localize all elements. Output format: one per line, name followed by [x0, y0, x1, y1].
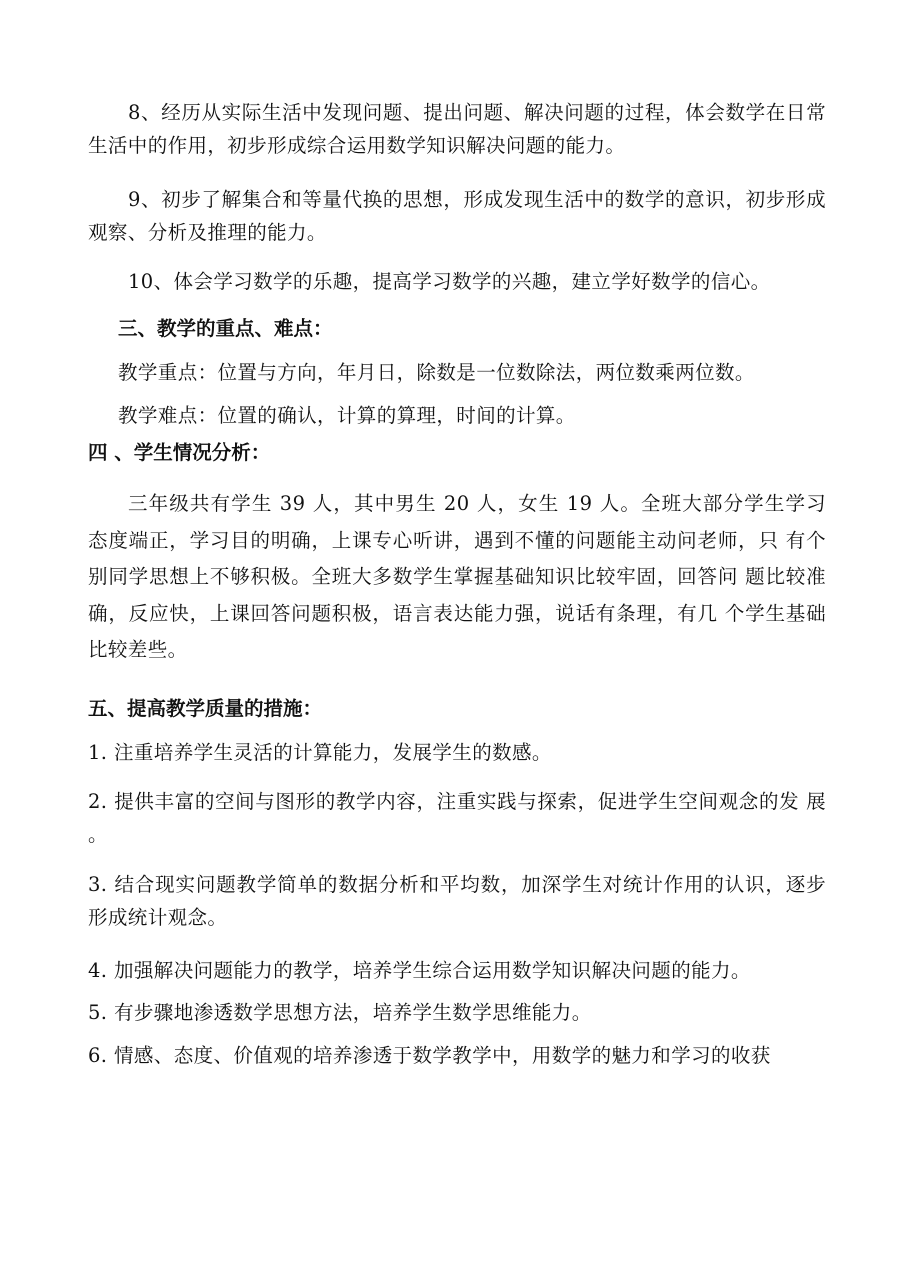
measure-5: 5. 有步骤地渗透数学思想方法，培养学生数学思维能力。 [88, 1001, 592, 1024]
objective-9: 9、初步了解集合和等量代换的思想，形成发现生活中的数学的意识，初步形成观察、分析及推理的能力。 [88, 188, 826, 244]
key-points: 教学重点：位置与方向，年月日，除数是一位数除法，两位数乘两位数。 [118, 361, 755, 384]
objective-8: 8、经历从实际生活中发现问题、提出问题、解决问题的过程，体会数学在日常生活中的作用，初步形成综合运用数学知识解决问题的能力。 [88, 101, 826, 157]
measure-2: 2. 提供丰富的空间与图形的教学内容，注重实践与探索，促进学生空间观念的发 展 。 [88, 790, 826, 846]
measure-1: 1. 注重培养学生灵活的计算能力，发展学生的数感。 [88, 741, 552, 764]
difficulties: 教学难点：位置的确认，计算的算理，时间的计算。 [118, 404, 576, 427]
section-4-title: 四 、学生情况分析： [88, 441, 271, 464]
section-3-title: 三、教学的重点、难点： [118, 317, 333, 340]
measure-4: 4. 加强解决问题能力的教学，培养学生综合运用数学知识解决问题的能力。 [88, 959, 751, 982]
measure-3: 3. 结合现实问题教学简单的数据分析和平均数，加深学生对统计作用的认识，逐步形成统计观念。 [88, 873, 826, 929]
section-5-title: 五、提高教学质量的措施： [88, 697, 323, 720]
student-analysis: 三年级共有学生 39 人，其中男生 20 人，女生 19 人。全班大部分学生学习 态度端正，学习目的明确，上课专心听讲，遇到不懂的问题能主动问老师，只 有个别同学思想上不够积极。全班大多数学生掌握基础知识比较牢固，回答问 题比较准确，反应快，上课回答问题积极，语言表达能力强，说话有条理，有几 个学生基础比较差些。 [88, 492, 826, 661]
objective-10: 10、体会学习数学的乐趣，提高学习数学的兴趣，建立学好数学的信心。 [128, 270, 771, 293]
measure-6: 6. 情感、态度、价值观的培养渗透于数学教学中，用数学的魅力和学习的收获 [88, 1044, 771, 1067]
